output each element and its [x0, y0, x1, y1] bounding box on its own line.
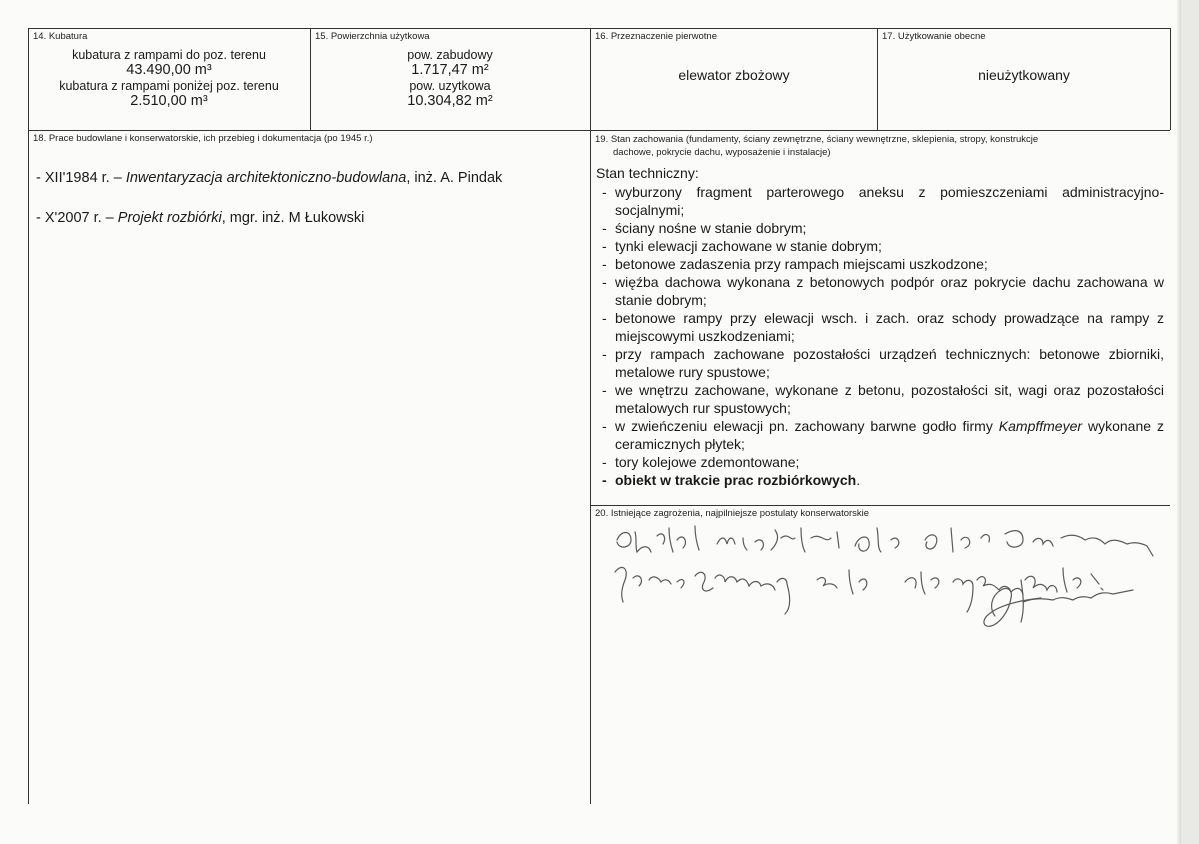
- area-line2: pow. uzytkowa: [409, 79, 491, 93]
- condition-item-text-end: wykonane z ceramicznych płytek;: [615, 418, 1164, 452]
- bullet-dash: -: [602, 184, 607, 200]
- bullet-dash: -: [602, 454, 607, 470]
- rule-col-mid: [590, 28, 591, 804]
- work-item-2-date: X'2007 r. –: [44, 210, 114, 226]
- condition-item: [596, 453, 1164, 471]
- condition-item-text: więźba dachowa wykonana z betonowych podpór oraz pokrycie dachu zachowana w stanie dobrym;: [615, 274, 1164, 308]
- field-16-label: 16. Przeznaczenie pierwotne: [595, 31, 717, 42]
- field-15-label: 15. Powierzchnia użytkowa: [315, 31, 430, 42]
- field-15-area: [313, 48, 587, 110]
- condition-item: [596, 345, 1164, 381]
- sheet-edge: [1181, 0, 1199, 844]
- condition-item-text: betonowe rampy przy elewacji wsch. i zach. oraz schody prowadzące na rampy z miejscowymi uszkodzeniami;: [615, 310, 1164, 344]
- work-item-1-author: , inż. A. Pindak: [406, 170, 503, 186]
- rule-row1: [28, 130, 1170, 131]
- cubature-value2: 2.510,00 m³: [130, 93, 208, 109]
- field-17-label: 17. Użytkowanie obecne: [882, 31, 986, 42]
- area-value2: 10.304,82 m²: [407, 93, 493, 109]
- bullet-dash: -: [602, 382, 607, 398]
- condition-item-text: wyburzony fragment parterowego aneksu z pomieszczeniami administracyjno-socjalnymi;: [615, 184, 1164, 218]
- condition-item-text: tynki elewacji zachowane w stanie dobrym;: [615, 238, 882, 254]
- rule-f19-f20: [590, 505, 1170, 506]
- condition-item-text: tory kolejowe zdemontowane;: [615, 454, 800, 470]
- condition-item: [596, 309, 1164, 345]
- condition-item: [596, 255, 1164, 273]
- condition-heading: Stan techniczny:: [596, 165, 699, 181]
- field-19-label: [595, 133, 1038, 159]
- condition-item-text: ściany nośne w stanie dobrym;: [615, 220, 807, 236]
- field-19-label-line1: 19. Stan zachowania (fundamenty, ściany zewnętrzne, ściany wewnętrzne, sklepienia, stropy, konstrukcje: [595, 134, 1039, 145]
- cubature-value1: 43.490,00 m³: [126, 62, 212, 78]
- rule-col-14-15: [310, 28, 311, 130]
- bullet-dash: -: [602, 238, 607, 254]
- handwritten-signature-icon: [605, 522, 1180, 632]
- condition-list: [596, 183, 1164, 489]
- field-18-label: 18. Prace budowlane i konserwatorskie, ich przebieg i dokumentacja (po 1945 r.): [33, 133, 373, 144]
- work-item-2: [36, 210, 364, 226]
- work-item-1-dash: -: [36, 170, 41, 186]
- cubature-line2: kubatura z rampami poniżej poz. terenu: [59, 79, 279, 93]
- handwriting-strokes: [615, 526, 1153, 626]
- condition-item: [596, 237, 1164, 255]
- condition-item: [596, 273, 1164, 309]
- field-14-label: 14. Kubatura: [33, 31, 88, 42]
- condition-item-text: obiekt w trakcie prac rozbiórkowych: [615, 472, 857, 488]
- field-19-label-line2: dachowe, pokrycie dachu, wyposażenie i instalacje): [613, 147, 831, 158]
- work-item-2-author: , mgr. inż. M Łukowski: [221, 210, 365, 226]
- bullet-dash: -: [602, 274, 607, 290]
- condition-item: [596, 417, 1164, 453]
- work-item-1: [36, 170, 502, 186]
- condition-item: [596, 381, 1164, 417]
- condition-item-text: w zwieńczeniu elewacji pn. zachowany barwne godło firmy: [615, 418, 999, 434]
- condition-item-text: przy rampach zachowane pozostałości urządzeń technicznych: betonowe zbiorniki, metalowe rury spustowe;: [615, 346, 1164, 380]
- field-16-value: elewator zbożowy: [678, 67, 790, 83]
- bullet-dash: -: [602, 256, 607, 272]
- condition-item: [596, 219, 1164, 237]
- work-item-1-title: Inwentaryzacja architektoniczno-budowlana: [125, 170, 407, 186]
- rule-left: [28, 28, 29, 804]
- condition-item-text: we wnętrzu zachowane, wykonane z betonu, pozostałości sit, wagi oraz pozostałości metalowych rur spustowych;: [615, 382, 1164, 416]
- rule-right: [1170, 28, 1171, 130]
- condition-section: [596, 164, 1164, 489]
- field-14-cubature: [31, 48, 307, 110]
- area-line1: pow. zabudowy: [407, 48, 493, 62]
- bullet-dash: -: [602, 418, 607, 434]
- work-item-2-title: Projekt rozbiórki: [117, 210, 222, 226]
- bullet-dash: -: [602, 310, 607, 326]
- work-item-1-date: XII'1984 r. –: [44, 170, 122, 186]
- bullet-dash: -: [602, 220, 607, 236]
- brand-name: Kampffmeyer: [998, 418, 1083, 434]
- condition-item-final: [596, 471, 1164, 489]
- bullet-dash: -: [602, 472, 607, 488]
- area-value1: 1.717,47 m²: [411, 62, 489, 78]
- field-17-value: nieużytkowany: [978, 67, 1070, 83]
- cubature-line1: kubatura z rampami do poz. terenu: [72, 48, 266, 62]
- rule-top: [28, 28, 1170, 29]
- work-item-2-dash: -: [36, 210, 41, 226]
- field-20-label: 20. Istniejące zagrożenia, najpilniejsze postulaty konserwatorskie: [595, 508, 870, 519]
- condition-item-text: betonowe zadaszenia przy rampach miejscami uszkodzone;: [615, 256, 988, 272]
- condition-item: [596, 183, 1164, 219]
- bullet-dash: -: [602, 346, 607, 362]
- condition-item-period: .: [856, 472, 861, 488]
